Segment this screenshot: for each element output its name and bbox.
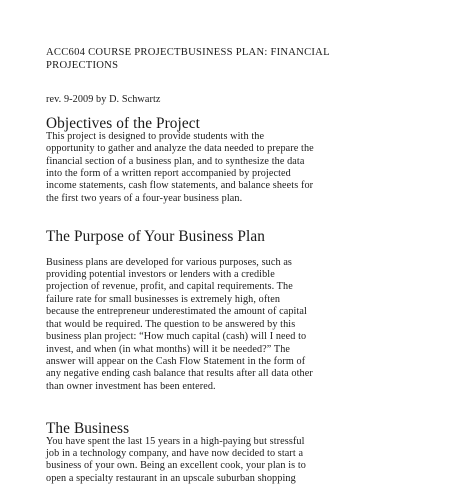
- text-line: job in a technology company, and have now decided to start a: [46, 447, 304, 459]
- text-line: You have spent the last 15 years in a high-paying but stressful: [46, 435, 305, 447]
- document-title: [46, 46, 419, 72]
- section-paragraph: [46, 436, 419, 485]
- text-line: the first two years of a four-year business plan.: [46, 192, 243, 204]
- text-line: financial section of a business plan, and to synthesize the data: [46, 155, 305, 167]
- section-paragraph: [46, 257, 419, 393]
- text-line: open a specialty restaurant in an upscale suburban shopping: [46, 472, 296, 484]
- text-line: any negative ending cash balance that results after all data other: [46, 368, 313, 380]
- section-heading: The Business: [46, 420, 130, 438]
- text-line: business plan project: “How much capital (cash) will I need to: [46, 331, 307, 343]
- text-line: business of your own. Being an excellent cook, your plan is to: [46, 460, 306, 472]
- section-business: [46, 420, 419, 485]
- text-line: projection of revenue, profit, and capital requirements. The: [46, 281, 293, 293]
- title-line: PROJECTIONS: [46, 60, 119, 71]
- section-purpose: [46, 228, 419, 393]
- section-heading: Objectives of the Project: [46, 115, 200, 133]
- text-line: failure rate for small businesses is extremely high, often: [46, 293, 281, 305]
- text-line: providing potential investors or lenders with a credible: [46, 269, 275, 281]
- text-line: that would be required. The question to be answered by this: [46, 318, 296, 330]
- text-line: than owner investment has been entered.: [46, 380, 216, 392]
- section-paragraph: [46, 131, 419, 205]
- text-line: This project is designed to provide students with the: [46, 130, 265, 142]
- section-objectives: [46, 115, 419, 205]
- revision-note: rev. 9-2009 by D. Schwartz: [46, 94, 161, 105]
- text-line: into the form of a written report accompanied by projected: [46, 168, 291, 180]
- text-line: answer will appear on the Cash Flow Statement in the form of: [46, 355, 306, 367]
- title-line: ACC604 COURSE PROJECTBUSINESS PLAN: FINANCIAL: [46, 47, 330, 58]
- text-line: Business plans are developed for various purposes, such as: [46, 256, 293, 268]
- text-line: income statements, cash flow statements, and balance sheets for: [46, 180, 314, 192]
- text-line: invest, and when (in what months) will it be needed?” The: [46, 343, 291, 355]
- text-line: because the entrepreneur underestimated the amount of capital: [46, 306, 307, 318]
- section-heading: The Purpose of Your Business Plan: [46, 228, 265, 246]
- text-line: opportunity to gather and analyze the data needed to prepare the: [46, 143, 314, 155]
